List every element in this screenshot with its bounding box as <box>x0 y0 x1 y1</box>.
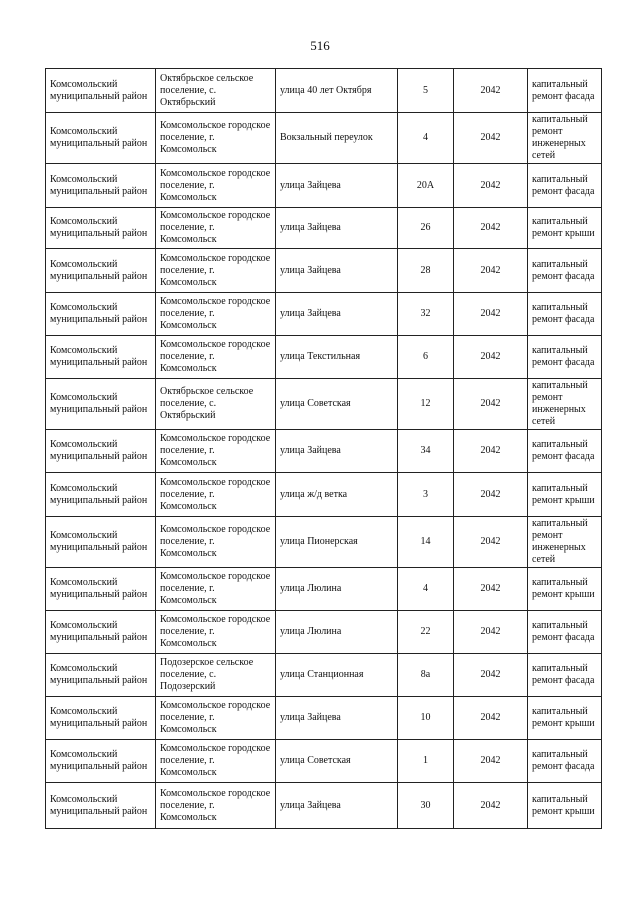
house-number-cell: 28 <box>398 249 454 293</box>
work-type-cell: капитальный ремонт фасада <box>528 611 602 654</box>
settlement-cell: Комсомольское городское поселение, г. Комсомольск <box>156 249 276 293</box>
settlement-cell: Комсомольское городское поселение, г. Комсомольск <box>156 430 276 473</box>
table-row <box>46 611 602 654</box>
street-cell: улица Люлина <box>276 611 398 654</box>
table-row <box>46 379 602 430</box>
settlement-cell: Комсомольское городское поселение, г. Комсомольск <box>156 336 276 379</box>
table-row <box>46 473 602 517</box>
district-cell: Комсомольский муниципальный район <box>46 611 156 654</box>
settlement-cell: Комсомольское городское поселение, г. Комсомольск <box>156 473 276 517</box>
house-number-cell: 3 <box>398 473 454 517</box>
district-cell: Комсомольский муниципальный район <box>46 740 156 783</box>
year-cell: 2042 <box>454 379 528 430</box>
work-type-cell: капитальный ремонт фасада <box>528 164 602 208</box>
year-cell: 2042 <box>454 697 528 740</box>
year-cell: 2042 <box>454 69 528 113</box>
house-number-cell: 12 <box>398 379 454 430</box>
table-row <box>46 430 602 473</box>
year-cell: 2042 <box>454 293 528 336</box>
house-number-cell: 26 <box>398 208 454 249</box>
street-cell: улица Советская <box>276 740 398 783</box>
work-type-cell: капитальный ремонт фасада <box>528 740 602 783</box>
work-type-cell: капитальный ремонт инженерных сетей <box>528 113 602 164</box>
district-cell: Комсомольский муниципальный район <box>46 697 156 740</box>
house-number-cell: 34 <box>398 430 454 473</box>
settlement-cell: Комсомольское городское поселение, г. Комсомольск <box>156 164 276 208</box>
work-type-cell: капитальный ремонт инженерных сетей <box>528 379 602 430</box>
house-number-cell: 4 <box>398 113 454 164</box>
work-type-cell: капитальный ремонт фасада <box>528 430 602 473</box>
year-cell: 2042 <box>454 473 528 517</box>
settlement-cell: Комсомольское городское поселение, г. Комсомольск <box>156 697 276 740</box>
year-cell: 2042 <box>454 517 528 568</box>
work-type-cell: капитальный ремонт крыши <box>528 783 602 829</box>
street-cell: улица Зайцева <box>276 293 398 336</box>
work-type-cell: капитальный ремонт фасада <box>528 69 602 113</box>
district-cell: Комсомольский муниципальный район <box>46 473 156 517</box>
year-cell: 2042 <box>454 654 528 697</box>
street-cell: улица Зайцева <box>276 164 398 208</box>
district-cell: Комсомольский муниципальный район <box>46 336 156 379</box>
work-type-cell: капитальный ремонт фасада <box>528 336 602 379</box>
year-cell: 2042 <box>454 740 528 783</box>
table-row <box>46 208 602 249</box>
settlement-cell: Комсомольское городское поселение, г. Комсомольск <box>156 208 276 249</box>
work-type-cell: капитальный ремонт фасада <box>528 654 602 697</box>
year-cell: 2042 <box>454 783 528 829</box>
work-type-cell: капитальный ремонт инженерных сетей <box>528 517 602 568</box>
table-row <box>46 783 602 829</box>
district-cell: Комсомольский муниципальный район <box>46 517 156 568</box>
work-type-cell: капитальный ремонт фасада <box>528 249 602 293</box>
house-number-cell: 22 <box>398 611 454 654</box>
street-cell: улица Советская <box>276 379 398 430</box>
district-cell: Комсомольский муниципальный район <box>46 379 156 430</box>
street-cell: улица Станционная <box>276 654 398 697</box>
street-cell: улица Люлина <box>276 568 398 611</box>
house-number-cell: 30 <box>398 783 454 829</box>
table-row <box>46 517 602 568</box>
district-cell: Комсомольский муниципальный район <box>46 568 156 611</box>
settlement-cell: Комсомольское городское поселение, г. Комсомольск <box>156 293 276 336</box>
street-cell: улица Зайцева <box>276 783 398 829</box>
table-row <box>46 164 602 208</box>
work-type-cell: капитальный ремонт крыши <box>528 568 602 611</box>
settlement-cell: Комсомольское городское поселение, г. Комсомольск <box>156 568 276 611</box>
house-number-cell: 20А <box>398 164 454 208</box>
street-cell: улица Пионерская <box>276 517 398 568</box>
table-row <box>46 113 602 164</box>
district-cell: Комсомольский муниципальный район <box>46 249 156 293</box>
street-cell: улица Зайцева <box>276 208 398 249</box>
house-number-cell: 4 <box>398 568 454 611</box>
table-row <box>46 336 602 379</box>
year-cell: 2042 <box>454 249 528 293</box>
year-cell: 2042 <box>454 164 528 208</box>
work-type-cell: капитальный ремонт фасада <box>528 293 602 336</box>
house-number-cell: 6 <box>398 336 454 379</box>
settlement-cell: Комсомольское городское поселение, г. Комсомольск <box>156 783 276 829</box>
table-row <box>46 293 602 336</box>
table-row <box>46 654 602 697</box>
settlement-cell: Октябрьское сельское поселение, с. Октябрьский <box>156 379 276 430</box>
street-cell: улица Зайцева <box>276 697 398 740</box>
district-cell: Комсомольский муниципальный район <box>46 208 156 249</box>
table-row <box>46 740 602 783</box>
settlement-cell: Подозерское сельское поселение, с. Подозерский <box>156 654 276 697</box>
work-type-cell: капитальный ремонт крыши <box>528 208 602 249</box>
year-cell: 2042 <box>454 611 528 654</box>
settlement-cell: Комсомольское городское поселение, г. Комсомольск <box>156 517 276 568</box>
settlement-cell: Комсомольское городское поселение, г. Комсомольск <box>156 740 276 783</box>
street-cell: Вокзальный переулок <box>276 113 398 164</box>
year-cell: 2042 <box>454 208 528 249</box>
house-number-cell: 32 <box>398 293 454 336</box>
district-cell: Комсомольский муниципальный район <box>46 113 156 164</box>
street-cell: улица ж/д ветка <box>276 473 398 517</box>
house-number-cell: 10 <box>398 697 454 740</box>
settlement-cell: Комсомольское городское поселение, г. Комсомольск <box>156 113 276 164</box>
year-cell: 2042 <box>454 113 528 164</box>
repair-schedule-table <box>45 68 602 829</box>
district-cell: Комсомольский муниципальный район <box>46 654 156 697</box>
table-row <box>46 69 602 113</box>
house-number-cell: 1 <box>398 740 454 783</box>
house-number-cell: 8а <box>398 654 454 697</box>
street-cell: улица Зайцева <box>276 249 398 293</box>
street-cell: улица 40 лет Октября <box>276 69 398 113</box>
district-cell: Комсомольский муниципальный район <box>46 783 156 829</box>
table-row <box>46 568 602 611</box>
table-row <box>46 697 602 740</box>
house-number-cell: 14 <box>398 517 454 568</box>
district-cell: Комсомольский муниципальный район <box>46 69 156 113</box>
street-cell: улица Текстильная <box>276 336 398 379</box>
house-number-cell: 5 <box>398 69 454 113</box>
settlement-cell: Октябрьское сельское поселение, с. Октябрьский <box>156 69 276 113</box>
year-cell: 2042 <box>454 430 528 473</box>
table-row <box>46 249 602 293</box>
work-type-cell: капитальный ремонт крыши <box>528 473 602 517</box>
page-number: 516 <box>310 38 330 53</box>
district-cell: Комсомольский муниципальный район <box>46 430 156 473</box>
settlement-cell: Комсомольское городское поселение, г. Комсомольск <box>156 611 276 654</box>
district-cell: Комсомольский муниципальный район <box>46 293 156 336</box>
work-type-cell: капитальный ремонт крыши <box>528 697 602 740</box>
year-cell: 2042 <box>454 568 528 611</box>
street-cell: улица Зайцева <box>276 430 398 473</box>
year-cell: 2042 <box>454 336 528 379</box>
district-cell: Комсомольский муниципальный район <box>46 164 156 208</box>
